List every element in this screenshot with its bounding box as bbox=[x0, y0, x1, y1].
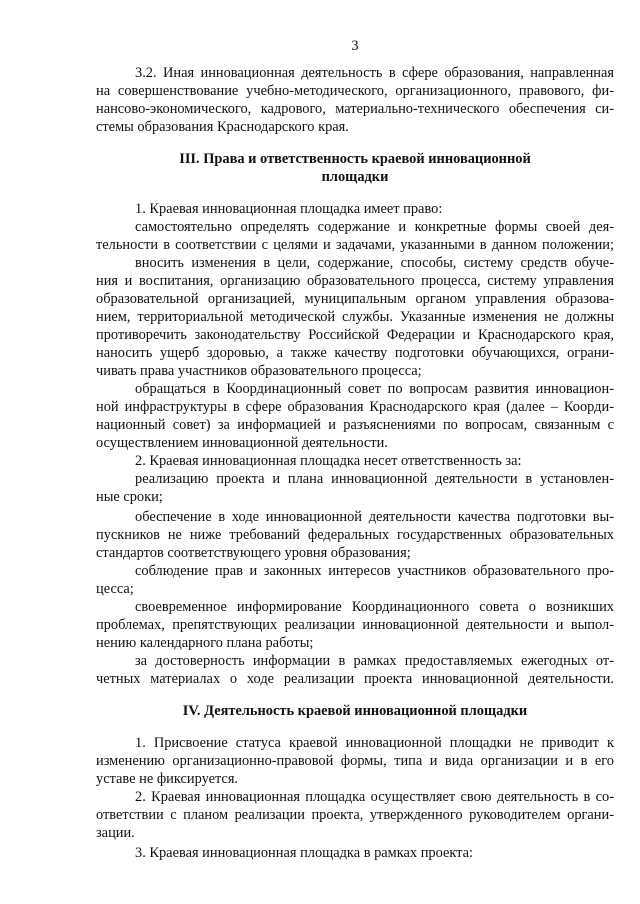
paragraph-line: нению календарного плана работы; bbox=[96, 635, 314, 651]
paragraph-line: 2. Краевая инновационная площадка осуществляет свою деятельность в со- bbox=[135, 789, 614, 805]
paragraph-line: нием, территориальной методической службы. Указанные изменения не должны bbox=[96, 309, 614, 325]
paragraph-line: противоречить законодательству Российской Федерации и Краснодарского края, bbox=[96, 327, 614, 343]
paragraph-line: зации. bbox=[96, 825, 135, 841]
paragraph-line: изменению организационно-правовой формы, типа и вида организации и в его bbox=[96, 753, 614, 769]
paragraph-line: цесса; bbox=[96, 581, 134, 597]
paragraph-line: стандартов соответствующего уровня образования; bbox=[96, 545, 411, 561]
paragraph-line: 2. Краевая инновационная площадка несет ответственность за: bbox=[135, 453, 522, 469]
paragraph-line: 1. Краевая инновационная площадка имеет право: bbox=[135, 201, 443, 217]
paragraph-line: нансово-экономического, кадрового, материально-технического обеспечения си- bbox=[96, 101, 614, 117]
paragraph-line: 1. Присвоение статуса краевой инновационной площадки не приводит к bbox=[135, 735, 614, 751]
paragraph-line: стемы образования Краснодарского края. bbox=[96, 119, 349, 135]
paragraph-line: 3.2. Иная инновационная деятельность в сфере образования, направленная bbox=[135, 65, 614, 81]
paragraph-line: осуществлением инновационной деятельности. bbox=[96, 435, 388, 451]
paragraph-line: за достоверность информации в рамках предоставляемых ежегодных от- bbox=[135, 653, 614, 669]
paragraph-line: на совершенствование учебно-методического, организационного, правового, фи- bbox=[96, 83, 614, 99]
paragraph-line: обеспечение в ходе инновационной деятельности качества подготовки вы- bbox=[135, 509, 614, 525]
paragraph-line: ные сроки; bbox=[96, 489, 163, 505]
paragraph-line: образовательной организацией, муниципальным органом управления образова- bbox=[96, 291, 614, 307]
paragraph-line: наносить ущерб здоровью, а также качеству подготовки обучающихся, ограни- bbox=[96, 345, 614, 361]
paragraph-line: своевременное информирование Координационного совета о возникших bbox=[135, 599, 614, 615]
paragraph-line: 3. Краевая инновационная площадка в рамках проекта: bbox=[135, 845, 474, 861]
paragraph-line: ной инфраструктуры в сфере образования Краснодарского края (далее – Коорди- bbox=[96, 399, 614, 415]
paragraph-line: пускников не ниже требований федеральных государственных образовательных bbox=[96, 527, 614, 543]
paragraph-line: тельности в соответствии с целями и задачами, указанными в данном положении; bbox=[96, 237, 614, 253]
paragraph-line: самостоятельно определять содержание и конкретные формы своей дея- bbox=[135, 219, 614, 235]
paragraph-line: чивать права участников образовательного процесса; bbox=[96, 363, 422, 379]
section-heading: III. Права и ответственность краевой инновационной bbox=[179, 151, 531, 167]
paragraph-line: уставе не фиксируется. bbox=[96, 771, 239, 787]
section-heading: IV. Деятельность краевой инновационной площадки bbox=[182, 703, 528, 719]
paragraph-line: обращаться в Координационный совет по вопросам развития инновацион- bbox=[135, 381, 614, 397]
paragraph-line: реализацию проекта и плана инновационной деятельности в установлен- bbox=[135, 471, 614, 487]
paragraph-line: национный совет) за информацией и разъяснениями по вопросам, связанным с bbox=[96, 417, 614, 433]
paragraph-line: вносить изменения в цели, содержание, способы, систему средств обуче- bbox=[135, 255, 614, 271]
paragraph-line: четных материалах о ходе реализации проекта инновационной деятельности. bbox=[96, 671, 614, 687]
section-heading: площадки bbox=[321, 169, 389, 185]
paragraph-line: ответствии с планом реализации проекта, утвержденного руководителем органи- bbox=[96, 807, 614, 823]
paragraph-line: соблюдение прав и законных интересов участников образовательного про- bbox=[135, 563, 614, 579]
paragraph-line: проблемах, препятствующих реализации инновационной деятельности и выпол- bbox=[96, 617, 614, 633]
page-number: 3 bbox=[351, 38, 359, 54]
paragraph-line: ния и воспитания, организацию образовательного процесса, систему управления bbox=[96, 273, 614, 289]
